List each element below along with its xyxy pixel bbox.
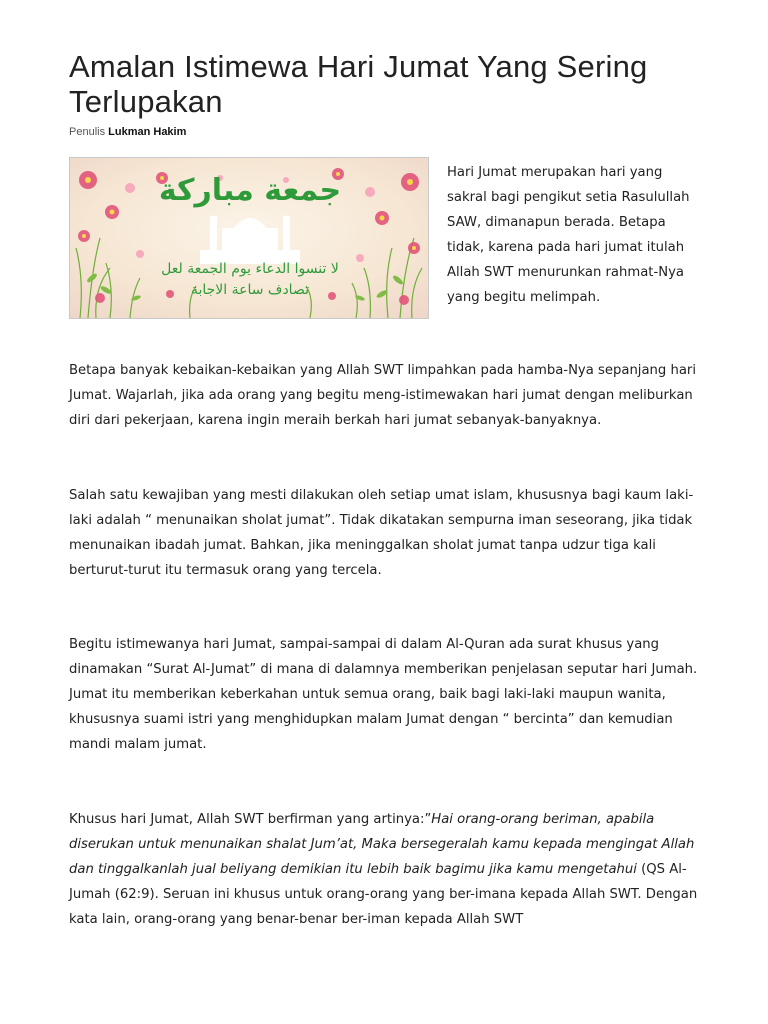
quran-quote: Hai orang-orang beriman, apabila diserukan untuk menunaikan shalat Jum’at, Maka bersegeralah kamu kepada mengingat Allah dan tinggalkanlah jual beliyang demikian itu lebih baik bagimu jika kamu mengetahui (69, 812, 695, 877)
hero-image (69, 157, 429, 319)
article-title: Amalan Istimewa Hari Jumat Yang Sering Terlupakan (69, 49, 648, 119)
arabic-line-1: لا تنسوا الدعاء يوم الجمعة لعل (161, 261, 339, 277)
paragraph-4-start: Khusus hari Jumat, Allah SWT berfirman yang artinya:” (69, 812, 432, 827)
intro-paragraph: Hari Jumat merupakan hari yang sakral bagi pengikut setia Rasulullah SAW, dimanapun berada. Betapa tidak, karena pada hari jumat itulah Allah SWT menurunkan rahmat-Nya yang begitu melimpah. (447, 165, 690, 305)
quran-reference: (QS Al-Jumah (62:9). (69, 862, 687, 902)
author-prefix: Penulis (69, 126, 106, 138)
paragraph-4 (69, 807, 709, 932)
paragraph-4-end: Seruan ini khusus untuk orang-orang yang ber-imana kepada Allah SWT. Dengan kata lain, orang-orang yang benar-benar ber-iman kepada Allah SWT (69, 887, 698, 927)
byline (69, 126, 186, 138)
paragraph-1: Betapa banyak kebaikan-kebaikan yang Allah SWT limpahkan pada hamba-Nya sepanjang hari Jumat. Wajarlah, jika ada orang yang begitu meng-istimewakan hari jumat dengan meliburkan diri dari pekerjaan, karena ingin meraih berkah hari jumat sebanyak-banyaknya. (69, 363, 696, 428)
mosque-silhouette (200, 216, 300, 264)
arabic-title: جمعة مباركة (158, 173, 342, 208)
paragraph-2: Salah satu kewajiban yang mesti dilakukan oleh setiap umat islam, khususnya bagi kaum laki-laki adalah “ menunaikan sholat jumat”. Tidak dikatakan sempurna iman seseorang, jika tidak menunaikan ibadah jumat. Bahkan, jika meninggalkan sholat jumat tanpa udzur tiga kali berturut-turut itu termasuk orang yang tercela. (69, 488, 694, 578)
paragraph-3: Begitu istimewanya hari Jumat, sampai-sampai di dalam Al-Quran ada surat khusus yang dinamakan “Surat Al-Jumat” di mana di dalamnya memberikan penjelasan seputar hari Jumah. Jumat itu memberikan keberkahan untuk semua orang, baik bagi laki-laki maupun wanita, khususnya suami istri yang menghidupkan malam Jumat dengan “ bercinta” dan kemudian mandi malam jumat. (69, 637, 698, 752)
author-name[interactable]: Lukman Hakim (108, 126, 187, 138)
arabic-line-2: تصادف ساعة الاجابة (190, 282, 310, 298)
